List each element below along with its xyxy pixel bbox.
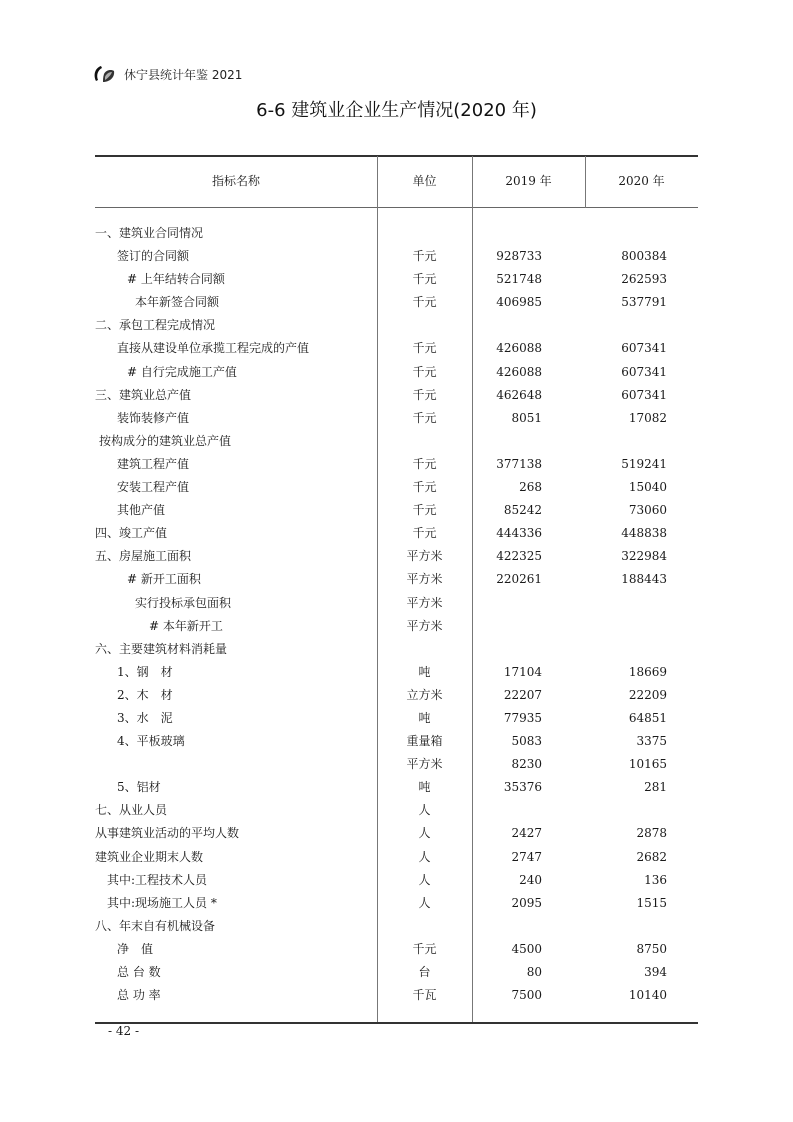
row-value-2020: 607341	[621, 387, 667, 402]
table-row	[95, 522, 698, 545]
row-value-2019: 521748	[496, 272, 542, 287]
row-unit: 平方米	[406, 549, 443, 564]
row-indicator-name: 本年新签合同额	[135, 295, 220, 310]
row-unit: 人	[418, 849, 431, 864]
table-row	[95, 291, 698, 314]
row-indicator-name: 五、房屋施工面积	[95, 549, 192, 564]
row-indicator-name: 三、建筑业总产值	[95, 387, 192, 402]
row-value-2019: 426088	[496, 364, 542, 379]
row-indicator-name: # 上年结转合同额	[127, 272, 225, 287]
row-unit: 平方米	[406, 618, 443, 633]
row-unit: 千元	[412, 480, 437, 495]
row-value-2020: 136	[644, 872, 667, 887]
row-indicator-name: 建筑工程产值	[117, 456, 190, 471]
row-value-2019: 462648	[496, 387, 542, 402]
row-unit: 吨	[418, 780, 431, 795]
table-body	[95, 222, 698, 1007]
table-row	[95, 938, 698, 961]
table-row	[95, 615, 698, 638]
row-indicator-name: 按构成分的建筑业总产值	[99, 433, 232, 448]
table-row	[95, 707, 698, 730]
table-row	[95, 499, 698, 522]
row-indicator-name: 二、承包工程完成情况	[95, 318, 216, 333]
row-value-2020: 22209	[628, 687, 667, 702]
row-value-2020: 281	[644, 780, 667, 795]
row-indicator-name: # 本年新开工	[149, 618, 223, 633]
row-value-2020: 448838	[621, 526, 667, 541]
row-indicator-name: 安装工程产值	[117, 480, 190, 495]
row-unit: 平方米	[406, 572, 443, 587]
row-indicator-name: 其中:现场施工人员 *	[107, 895, 217, 910]
row-unit: 平方米	[406, 595, 443, 610]
row-value-2020: 1515	[636, 895, 667, 910]
row-unit: 千元	[412, 941, 437, 956]
row-value-2019: 4500	[511, 941, 542, 956]
row-unit: 人	[418, 803, 431, 818]
row-unit: 人	[418, 895, 431, 910]
table-header-rule	[95, 207, 698, 208]
row-value-2019: 2427	[511, 826, 542, 841]
row-indicator-name: 总 功 率	[117, 988, 161, 1003]
row-indicator-name: 签订的合同额	[117, 249, 190, 264]
column-header-indicator: 指标名称	[211, 174, 260, 188]
table-row	[95, 476, 698, 499]
row-value-2019: 2747	[511, 849, 542, 864]
row-value-2019: 8230	[511, 757, 542, 772]
row-unit: 立方米	[406, 687, 443, 702]
row-indicator-name: 从事建筑业活动的平均人数	[95, 826, 240, 841]
table-row	[95, 661, 698, 684]
table-row	[95, 638, 698, 661]
row-value-2019: 426088	[496, 341, 542, 356]
row-value-2020: 10140	[628, 988, 667, 1003]
row-unit: 重量箱	[406, 734, 443, 749]
row-indicator-name: 1、钢 材	[117, 664, 173, 679]
row-indicator-name: 净 值	[117, 941, 154, 956]
row-indicator-name: 八、年末自有机械设备	[95, 918, 216, 933]
yearbook-logo-icon	[92, 63, 118, 85]
table-row	[95, 337, 698, 360]
row-value-2020: 607341	[621, 364, 667, 379]
row-value-2020: 537791	[621, 295, 667, 310]
row-value-2020: 2682	[636, 849, 667, 864]
table-bottom-rule	[95, 1022, 698, 1024]
row-value-2019: 77935	[503, 710, 542, 725]
row-value-2019: 8051	[511, 410, 542, 425]
row-value-2019: 422325	[496, 549, 542, 564]
column-header-unit: 单位	[412, 174, 437, 188]
row-value-2020: 800384	[621, 249, 667, 264]
table-row	[95, 730, 698, 753]
table-row	[95, 822, 698, 845]
row-value-2020: 322984	[621, 549, 667, 564]
row-indicator-name: 其中:工程技术人员	[107, 872, 208, 887]
row-unit: 吨	[418, 710, 431, 725]
row-unit: 千元	[412, 456, 437, 471]
row-value-2020: 15040	[628, 480, 667, 495]
row-indicator-name: 一、建筑业合同情况	[95, 226, 204, 240]
row-unit: 千元	[412, 410, 437, 425]
row-value-2019: 928733	[496, 249, 542, 264]
table-row	[95, 684, 698, 707]
row-indicator-name: 5、铝材	[117, 780, 161, 795]
row-indicator-name: 2、木 材	[117, 687, 173, 702]
row-value-2020: 519241	[621, 456, 667, 471]
row-unit: 千元	[412, 503, 437, 518]
table-row	[95, 545, 698, 568]
column-header-2019: 2019 年	[505, 174, 552, 188]
row-value-2020: 18669	[628, 664, 667, 679]
row-unit: 千元	[412, 249, 437, 264]
row-unit: 吨	[418, 664, 431, 679]
page-title	[0, 96, 793, 122]
page-title-text: 6-6 建筑业企业生产情况(2020 年)	[256, 100, 537, 121]
row-value-2020: 64851	[628, 710, 667, 725]
table-row	[95, 961, 698, 984]
row-unit: 千元	[412, 387, 437, 402]
table-row	[95, 892, 698, 915]
table-row	[95, 361, 698, 384]
row-indicator-name: 3、水 泥	[117, 710, 173, 725]
row-indicator-name: 建筑业企业期末人数	[95, 849, 204, 864]
row-value-2020: 3375	[636, 734, 667, 749]
table-row	[95, 869, 698, 892]
table-row	[95, 245, 698, 268]
row-value-2019: 444336	[496, 526, 542, 541]
row-value-2020: 73060	[628, 503, 667, 518]
row-value-2019: 80	[526, 965, 542, 979]
row-value-2020: 17082	[628, 410, 667, 425]
row-value-2019: 220261	[496, 572, 542, 587]
row-unit: 千元	[412, 526, 437, 541]
row-value-2020: 394	[644, 965, 667, 979]
row-indicator-name: 总 台 数	[117, 965, 161, 979]
row-unit: 千元	[412, 272, 437, 287]
row-indicator-name: 直接从建设单位承揽工程完成的产值	[117, 341, 310, 356]
row-unit: 千元	[412, 364, 437, 379]
table-row	[95, 407, 698, 430]
table-row	[95, 314, 698, 337]
row-unit: 千元	[412, 341, 437, 356]
row-indicator-name: 四、竣工产值	[95, 526, 168, 541]
row-indicator-name: 装饰装修产值	[117, 410, 190, 425]
page-number: - 42 -	[108, 1024, 140, 1038]
row-indicator-name: # 自行完成施工产值	[127, 364, 237, 379]
yearbook-header-text: 休宁县统计年鉴 2021	[124, 67, 243, 82]
row-value-2020: 188443	[621, 572, 667, 587]
row-value-2019: 35376	[503, 780, 542, 795]
row-indicator-name: # 新开工面积	[127, 572, 201, 587]
row-indicator-name: 4、平板玻璃	[117, 734, 185, 749]
row-indicator-name: 六、主要建筑材料消耗量	[95, 641, 228, 656]
table-row	[95, 568, 698, 591]
row-indicator-name: 实行投标承包面积	[135, 595, 232, 610]
table-row	[95, 753, 698, 776]
table-row	[95, 776, 698, 799]
row-unit: 千瓦	[412, 988, 437, 1003]
row-unit: 千元	[412, 295, 437, 310]
row-value-2019: 5083	[511, 734, 542, 749]
row-value-2019: 17104	[503, 664, 542, 679]
row-unit: 人	[418, 826, 431, 841]
table-row	[95, 846, 698, 869]
row-value-2019: 268	[519, 480, 542, 495]
row-value-2020: 607341	[621, 341, 667, 356]
row-unit: 台	[418, 965, 431, 979]
table-row	[95, 268, 698, 291]
table-row	[95, 222, 698, 245]
row-value-2020: 2878	[636, 826, 667, 841]
row-indicator-name: 七、从业人员	[95, 803, 168, 818]
row-value-2020: 10165	[628, 757, 667, 772]
table-row	[95, 430, 698, 453]
row-value-2019: 377138	[496, 456, 542, 471]
row-value-2020: 262593	[621, 272, 667, 287]
table-row	[95, 453, 698, 476]
row-unit: 人	[418, 872, 431, 887]
row-unit: 平方米	[406, 757, 443, 772]
row-value-2019: 85242	[503, 503, 542, 518]
table-row	[95, 384, 698, 407]
column-header-2020: 2020 年	[618, 174, 665, 188]
row-value-2019: 22207	[503, 687, 542, 702]
table-row	[95, 984, 698, 1007]
row-value-2019: 406985	[496, 295, 542, 310]
statistics-table	[95, 155, 698, 1023]
row-value-2019: 240	[519, 872, 542, 887]
row-value-2019: 7500	[511, 988, 542, 1003]
row-value-2019: 2095	[511, 895, 542, 910]
row-value-2020: 8750	[636, 941, 667, 956]
table-row	[95, 592, 698, 615]
table-row	[95, 915, 698, 938]
row-indicator-name: 其他产值	[117, 503, 166, 518]
table-row	[95, 799, 698, 822]
running-header	[92, 62, 242, 86]
